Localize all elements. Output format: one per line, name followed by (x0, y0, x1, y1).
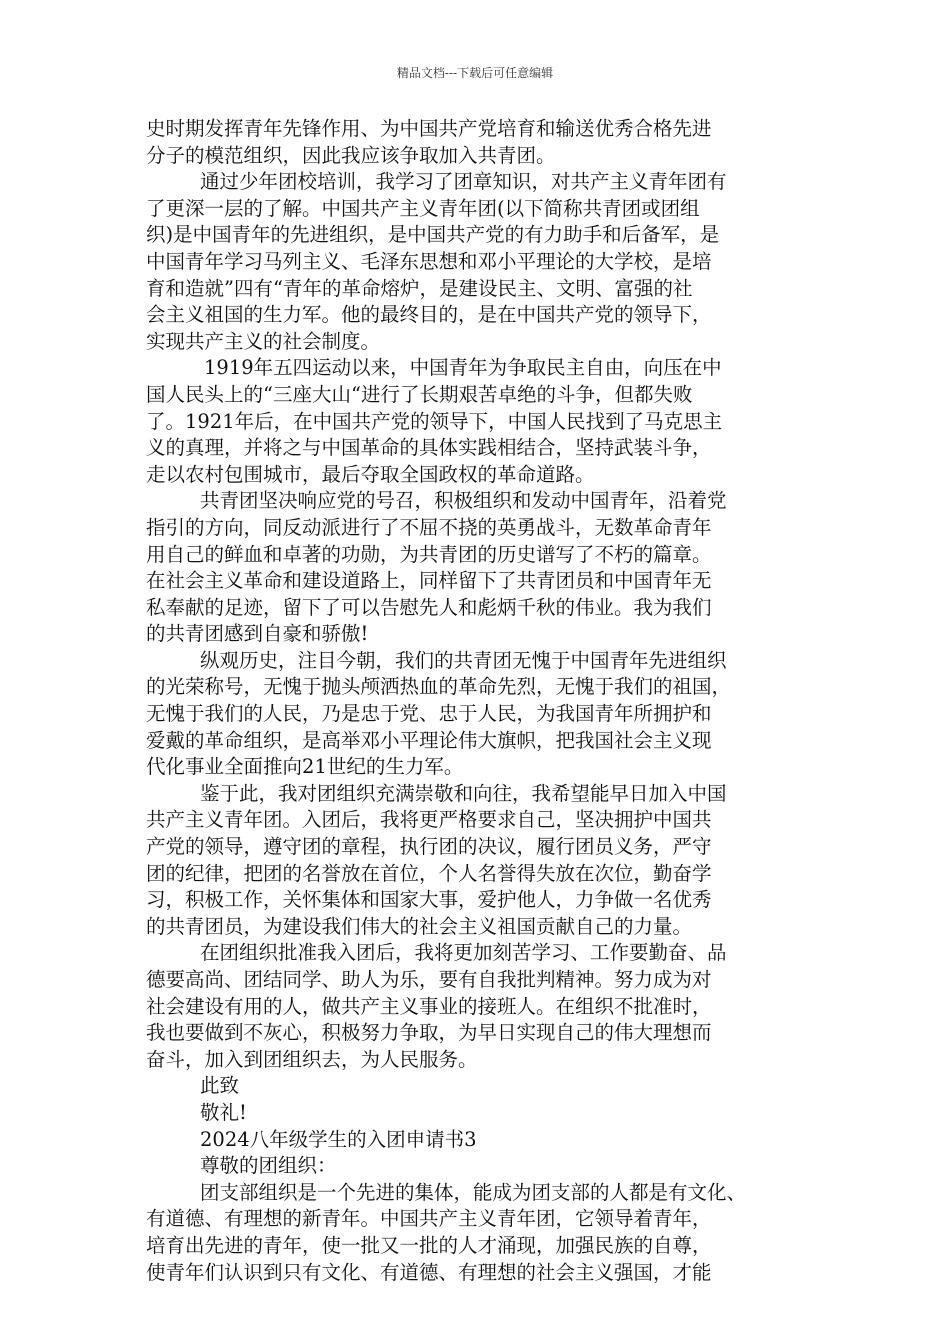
text-line: 指引的方向，同反动派进行了不屈不挠的英勇战斗，无数革命青年 (146, 515, 712, 539)
text-line: 培育出先进的青年，使一批又一批的人才涌现，加强民族的自尊， (146, 1233, 712, 1257)
text-line: 义的真理，并将之与中国革命的具体实践相结合，坚持武装斗争， (146, 436, 712, 460)
text-line: 的共青团感到自豪和骄傲! (146, 622, 369, 646)
paragraph-branch-intro (146, 1180, 811, 1286)
text-line: 走以农村包围城市，最后夺取全国政权的革命道路。 (146, 462, 595, 486)
paragraph-commitment (146, 781, 811, 941)
document-body (146, 116, 811, 1286)
greeting (146, 1153, 811, 1180)
text-line: 德要高尚、团结同学、助人为乐，要有自我批判精神。努力成为对 (146, 968, 712, 991)
text-line: 团支部组织是一个先进的集体，能成为团支部的人都是有文化、 (200, 1180, 747, 1204)
text-line: 奋斗，加入到团组织去，为人民服务。 (146, 1047, 478, 1071)
text-line: 在团组织批准我入团后，我将更加刻苦学习、工作要勤奋、品 (200, 941, 727, 965)
page-header: 精品文档---下载后可任意编辑 (396, 66, 554, 80)
text-line: 纵观历史，注目今朝，我们的共青团无愧于中国青年先进组织 (200, 648, 727, 672)
text-line: 使青年们认识到只有文化、有道德、有理想的社会主义强国，才能 (146, 1260, 712, 1284)
text-line: 的共青团员，为建设我们伟大的社会主义祖国贡献自己的力量。 (146, 914, 693, 938)
text-line: 1919年五四运动以来，中国青年为争取民主自由，向压在中 (204, 356, 722, 380)
text-line: 私奉献的足迹，留下了可以告慰先人和彪炳千秋的伟业。我为我们 (146, 595, 712, 619)
text-line: 2024八年级学生的入团申请书3 (200, 1127, 477, 1151)
text-line: 分子的模范组织，因此我应该争取加入共青团。 (146, 143, 556, 167)
text-line: 爱戴的革命组织，是高举邓小平理论伟大旗帜，把我国社会主义现 (146, 728, 712, 752)
closing-salutation (146, 1073, 811, 1100)
text-line: 团的纪律，把团的名誉放在首位，个人名誉得失放在次位，勤奋学 (146, 861, 712, 885)
paragraph-league-response (146, 488, 811, 648)
text-line: 会主义祖国的生力军。他的最终目的，是在中国共产党的领导下， (146, 303, 712, 327)
paragraph-youth-league-definition (146, 169, 811, 355)
text-line: 有道德、有理想的新青年。中国共产主义青年团，它领导着青年， (146, 1207, 712, 1231)
text-line: 织)是中国青年的先进组织，是中国共产党的有力助手和后备军，是 (146, 223, 720, 247)
text-line: 产党的领导，遵守团的章程，执行团的决议，履行团员义务，严守 (146, 835, 712, 859)
text-line: 在社会主义革命和建设道路上，同样留下了共青团员和中国青年无 (146, 569, 712, 593)
text-line: 国人民头上的“三座大山“进行了长期艰苦卓绝的斗争，但都失败 (146, 382, 693, 406)
text-line: 敬礼! (200, 1100, 247, 1124)
closing-regards (146, 1100, 811, 1127)
paragraph-honor (146, 648, 811, 781)
paragraph-history (146, 355, 811, 488)
paragraph-after-joining (146, 940, 811, 1073)
text-line: 实现共产主义的社会制度。 (146, 329, 381, 353)
text-line: 史时期发挥青年先锋作用、为中国共产党培育和输送优秀合格先进 (146, 117, 712, 140)
text-line: 此致 (200, 1074, 240, 1098)
text-line: 鉴于此，我对团组织充满崇敬和向往，我希望能早日加入中国 (200, 781, 727, 805)
text-line: 了。1921年后，在中国共产党的领导下，中国人民找到了马克思主 (146, 409, 723, 433)
text-line: 我也要做到不灰心，积极努力争取，为早日实现自己的伟大理想而 (146, 1021, 712, 1045)
text-line: 尊敬的团组织： (200, 1154, 337, 1178)
text-line: 代化事业全面推向21世纪的生力军。 (146, 755, 464, 779)
text-line: 中国青年学习马列主义、毛泽东思想和邓小平理论的大学校，是培 (146, 249, 712, 273)
text-line: 育和造就”四有“青年的革命熔炉，是建设民主、文明、富强的社 (146, 276, 693, 300)
text-line: 用自己的鲜血和卓著的功勋，为共青团的历史谱写了不朽的篇章。 (146, 542, 712, 566)
text-line: 了更深一层的了解。中国共产主义青年团(以下简称共青团或团组 (146, 196, 700, 220)
text-line: 共产主义青年团。入团后，我将更严格要求自己，坚决拥护中国共 (146, 808, 712, 832)
text-line: 的光荣称号，无愧于抛头颅洒热血的革命先烈，无愧于我们的祖国， (146, 675, 732, 699)
paragraph-intro-continuation (146, 116, 811, 169)
text-line: 习，积极工作，关怀集体和国家大事，爱护他人，力争做一名优秀 (146, 888, 712, 912)
text-line: 通过少年团校培训，我学习了团章知识，对共产主义青年团有 (200, 170, 727, 194)
text-line: 社会建设有用的人，做共产主义事业的接班人。在组织不批准时， (146, 994, 712, 1018)
text-line: 无愧于我们的人民，乃是忠于党、忠于人民，为我国青年所拥护和 (146, 702, 712, 726)
section-title (146, 1127, 811, 1154)
text-line: 共青团坚决响应党的号召，积极组织和发动中国青年，沿着党 (200, 489, 727, 513)
